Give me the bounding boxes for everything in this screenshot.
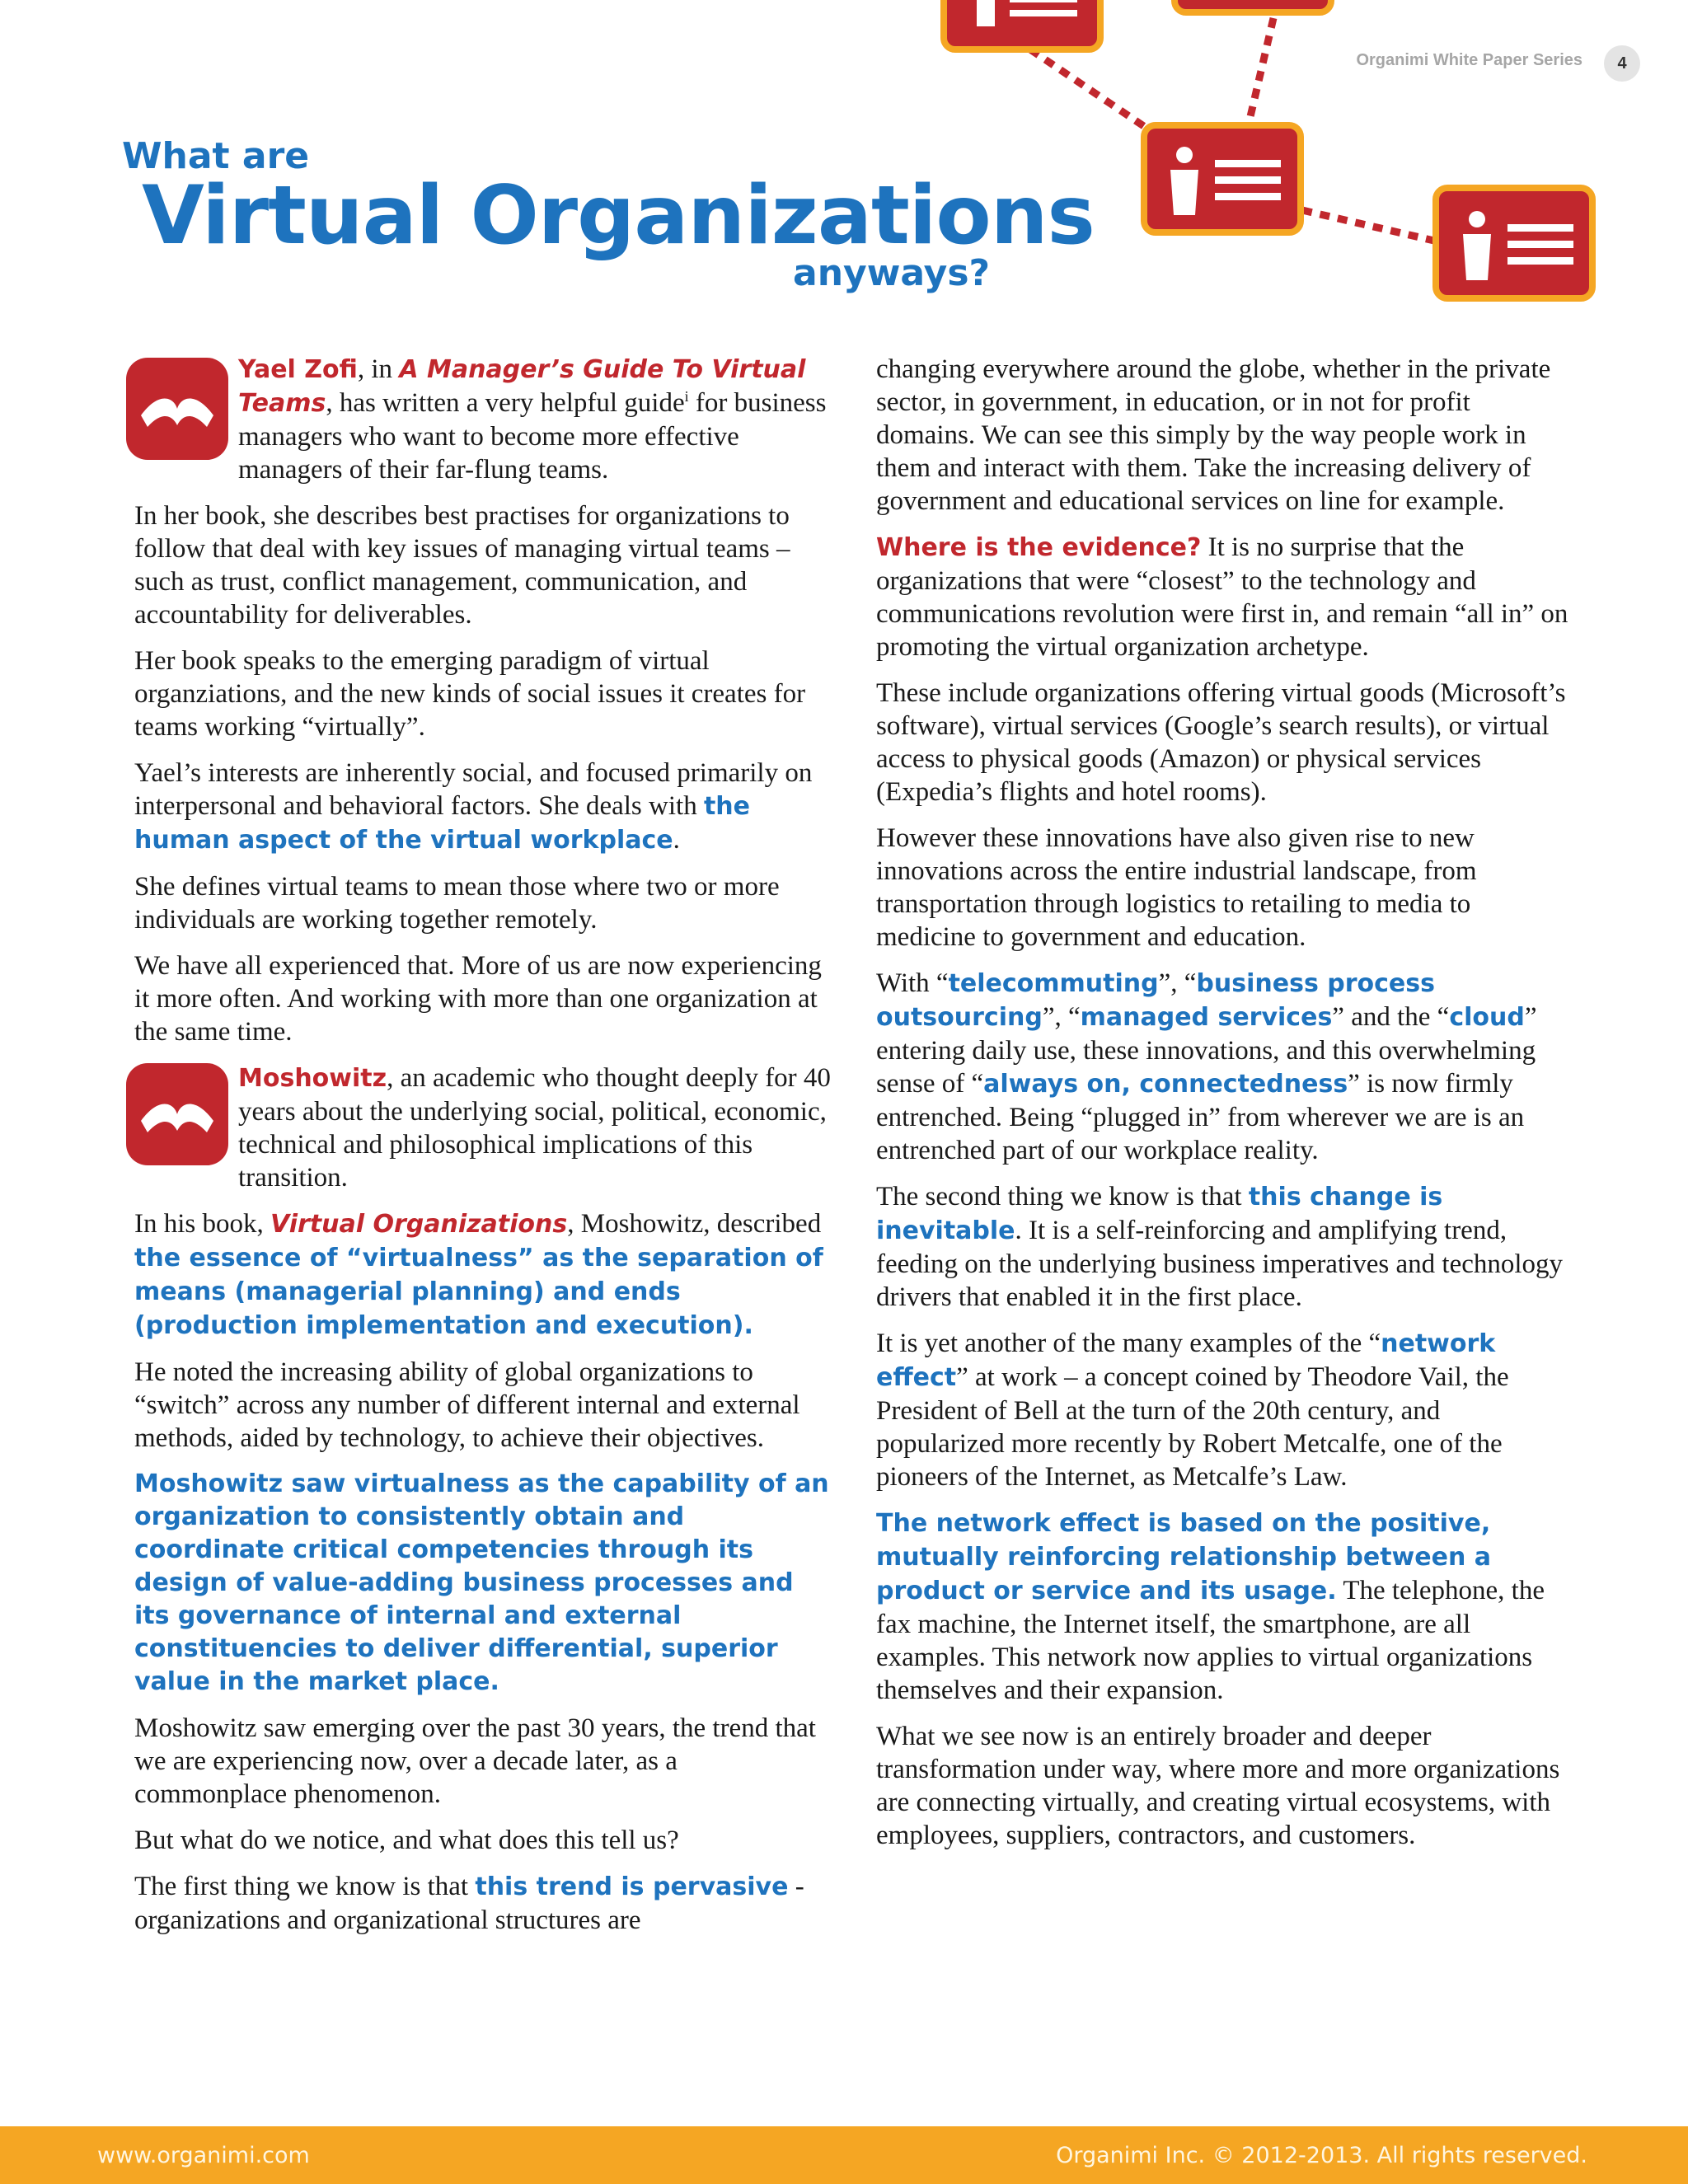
paragraph: Moshowitz saw emerging over the past 30 years, the trend that we are experiencing now, over a decade later, as a commonplace phenomenon. [134,1713,816,1809]
title-post: anyways? [793,252,991,294]
paragraph: Yael Zofi, in A Manager’s Guide To Virtual Teams, has written a very helpful guide$^i$ for business managers who want to become more effective managers of their far-flung teams. [134,353,835,486]
paragraph: In her book, she describes best practises for organizations to follow that deal with key issues of managing virtual teams – such as trust, conflict management, communication, and accountability for deliverables. [134,501,790,630]
title-pre: What are [122,135,310,177]
paragraph: What we see now is an entirely broader and deeper transformation under way, where more and more organizations are connecting virtually, and creating virtual ecosystems, with employees, suppliers, contractors, and customers. [876,1722,1560,1850]
series-label: Organimi White Paper Series [1356,51,1582,69]
footer-bar [0,2126,1688,2184]
left-column [134,353,835,1950]
paragraph: He noted the increasing ability of global organizations to “switch” across any number of different internal and external methods, aided by technology, to achieve their objectives. [134,1357,800,1453]
paragraph: Yael’s interests are inherently social, and focused primarily on interpersonal and behavioral factors. She deals with the human aspect of the virtual workplace. [134,758,813,855]
book-icon [126,1063,228,1165]
paragraph: However these innovations have also given rise to new innovations across the entire industrial landscape, from transportation through logistics to retailing to media to medicine to government and education. [876,823,1477,952]
paragraph: Where is the evidence? It is no surprise that the organizations that were “closest” to the technology and communications revolution were first in, and remain “all in” on promoting the virtual organization archetype. [876,532,1568,662]
paragraph: With “telecommuting”, “business process outsourcing”, “managed services” and the “cloud” entering daily use, these innovations, and this overwhelming sense of “always on, connectedness” is now firmly entrenched. Being “plugged in” from wherever we are is an entrenched part of our workplace reality. [876,968,1537,1165]
person-card-icon [1175,0,1331,12]
paragraph: Moshowitz, an academic who thought deeply for 40 years about the underlying social, political, economic, technical and philosophical implications of this transition. [134,1062,835,1194]
person-card-icon [1144,125,1301,232]
book-icon [126,358,228,460]
right-column [876,353,1568,1865]
person-card-icon [1436,188,1592,298]
page-title: Virtual Organizations [142,169,1095,263]
paragraph: The first thing we know is that this trend is pervasive - organizations and organizational structures are [134,1872,804,1935]
highlight-paragraph: Moshowitz saw virtualness as the capability of an organization to consistently obtain and coordinate critical competencies through its design of value-adding business processes and its governance of internal and external constituencies to deliver differential, superior value in the market place. [134,1469,829,1696]
paragraph: In his book, Virtual Organizations, Moshowitz, described the essence of “virtualness” as the separation of means (managerial planning) and ends (production implementation and execution). [134,1209,823,1340]
footer-copyright: Organimi Inc. © 2012-2013. All rights reserved. [1056,2143,1587,2168]
paragraph: The second thing we know is that this change is inevitable. It is a self-reinforcing and amplifying trend, feeding on the underlying business imperatives and technology drivers that enabled it in the first place. [876,1182,1564,1312]
person-card-icon [944,0,1100,49]
paragraph: She defines virtual teams to mean those where two or more individuals are working together remotely. [134,872,780,935]
paragraph: But what do we notice, and what does this tell us? [134,1825,679,1855]
paragraph: We have all experienced that. More of us are now experiencing it more often. And working with more than one organization at the same time. [134,951,822,1047]
paragraph: It is yet another of the many examples of the “network effect” at work – a concept coined by Theodore Vail, the President of Bell at the turn of the 20th century, and popularized more recently by Robert Metcalfe, one of the pioneers of the Internet, as Metcalfe’s Law. [876,1329,1509,1492]
paragraph: changing everywhere around the globe, whether in the private sector, in government, in education, or in not for profit domains. We can see this simply by the way people work in them and interact with them. Take the increasing delivery of government and educational services on line for example. [876,354,1551,516]
paragraph: Her book speaks to the emerging paradigm of virtual organziations, and the new kinds of social issues it creates for teams working “virtually”. [134,646,806,742]
page-number-badge: 4 [1604,45,1640,82]
paragraph: These include organizations offering virtual goods (Microsoft’s software), virtual services (Google’s search results), or virtual access to physical goods (Amazon) or physical services (Expedia’s flights and hotel rooms). [876,678,1566,807]
paragraph: The network effect is based on the positive, mutually reinforcing relationship between a product or service and its usage. The telephone, the fax machine, the Internet itself, the smartphone, are all examples. This network now applies to virtual organizations themselves and their expansion. [876,1509,1545,1705]
footer-url[interactable]: www.organimi.com [97,2143,310,2168]
